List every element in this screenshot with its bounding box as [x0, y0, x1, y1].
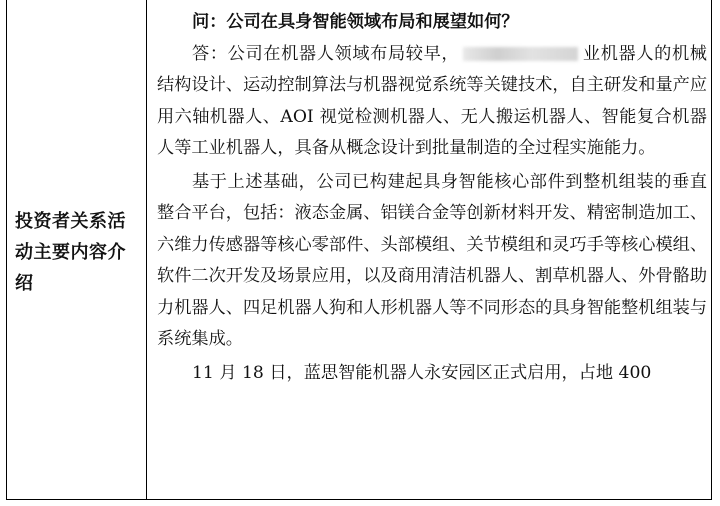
- content-cell: [157, 7, 707, 389]
- platform-paragraph: 基于上述基础，公司已构建起具身智能核心部件到整机组装的垂直整合平台，包括：液态金属、铝镁合金等创新材料开发、精密制造加工、六维力传感器等核心零部件、头部模组、关节模组和灵巧手等核心模组、软件二次开发及场景应用，以及商用清洁机器人、割草机器人、外骨骼助力机器人、四足机器人狗和人形机器人等不同形态的具身智能整机组装与系统集成。: [157, 171, 708, 349]
- answer-paragraph: [157, 39, 707, 165]
- row-label: 投资者关系活动主要内容介绍: [15, 211, 126, 294]
- info-table: [6, 0, 712, 500]
- redacted-text: [463, 47, 578, 61]
- answer-text-start: 答：公司在机器人领域布局较早，: [192, 43, 460, 64]
- column-divider: [146, 0, 147, 499]
- answer-text-rest: 业机器人的机械结构设计、运动控制算法与机器视觉系统等关键技术，自主研发和量产应用六轴机器人、AOI 视觉检测机器人、无人搬运机器人、智能复合机器人等工业机器人，具备从概念设计到批量制造的全过程实施能力。: [157, 43, 708, 158]
- question-heading: 问：公司在具身智能领域布局和展望如何？: [192, 12, 519, 32]
- park-paragraph: 11 月 18 日，蓝思智能机器人永安园区正式启用，占地 400: [192, 362, 652, 383]
